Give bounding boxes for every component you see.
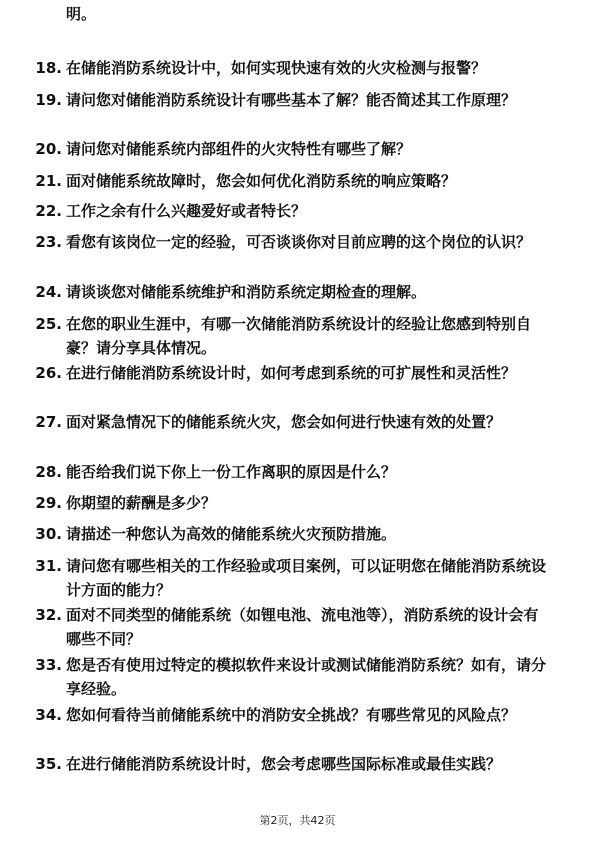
question-number: 19. [35, 91, 62, 109]
question-text: 请问您对储能消防系统设计有哪些基本了解？能否简述其工作原理？ [66, 91, 517, 109]
question-number: 29. [35, 494, 62, 512]
question-number: 25. [35, 315, 62, 333]
question-text: 在储能消防系统设计中，如何实现快速有效的火灾检测与报警？ [66, 59, 487, 77]
question-number: 30. [35, 525, 62, 543]
question-number: 31. [35, 557, 62, 575]
question-text: 您是否有使用过特定的模拟软件来设计或测试储能消防系统？如有，请分享经验。 [66, 656, 547, 698]
question-text: 请问您有哪些相关的工作经验或项目案例，可以证明您在储能消防系统设计方面的能力？ [66, 557, 547, 599]
question-number: 27. [35, 413, 62, 431]
question-number: 26. [35, 364, 62, 382]
question-text: 能否给我们说下你上一份工作离职的原因是什么？ [66, 463, 397, 481]
question-text: 面对紧急情况下的储能系统火灾，您会如何进行快速有效的处置？ [66, 413, 502, 431]
question-text: 请描述一种您认为高效的储能系统火灾预防措施。 [66, 525, 397, 543]
question-text: 请谈谈您对储能系统维护和消防系统定期检查的理解。 [66, 283, 427, 301]
question-text: 面对储能系统故障时，您会如何优化消防系统的响应策略？ [66, 172, 457, 190]
question-text: 工作之余有什么兴趣爱好或者特长？ [66, 202, 307, 220]
question-text: 看您有该岗位一定的经验，可否谈谈你对目前应聘的这个岗位的认识？ [66, 233, 532, 251]
question-number: 35. [35, 755, 62, 773]
page-footer: 第2页，共42页 [259, 814, 336, 827]
question-text: 你期望的薪酬是多少？ [66, 494, 217, 512]
question-number: 24. [35, 283, 62, 301]
question-text: 请问您对储能系统内部组件的火灾特性有哪些了解？ [66, 140, 412, 158]
question-number: 33. [35, 656, 62, 674]
question-number: 18. [35, 59, 62, 77]
question-text: 您如何看待当前储能系统中的消防安全挑战？有哪些常见的风险点？ [66, 706, 517, 724]
question-number: 23. [35, 233, 62, 251]
question-text: 在进行储能消防系统设计时，您会考虑哪些国际标准或最佳实践？ [66, 755, 502, 773]
question-text: 在您的职业生涯中，有哪一次储能消防系统设计的经验让您感到特别自豪？请分享具体情况。 [66, 315, 532, 357]
question-text: 面对不同类型的储能系统（如锂电池、流电池等），消防系统的设计会有哪些不同？ [66, 606, 539, 648]
question-number: 21. [35, 172, 62, 190]
question-number: 28. [35, 463, 62, 481]
question-text: 在进行储能消防系统设计时，如何考虑到系统的可扩展性和灵活性？ [66, 364, 517, 382]
question-number: 32. [35, 606, 62, 624]
question-number: 22. [35, 202, 62, 220]
continuation-text: 明。 [66, 5, 97, 23]
question-number: 20. [35, 140, 62, 158]
question-number: 34. [35, 706, 62, 724]
